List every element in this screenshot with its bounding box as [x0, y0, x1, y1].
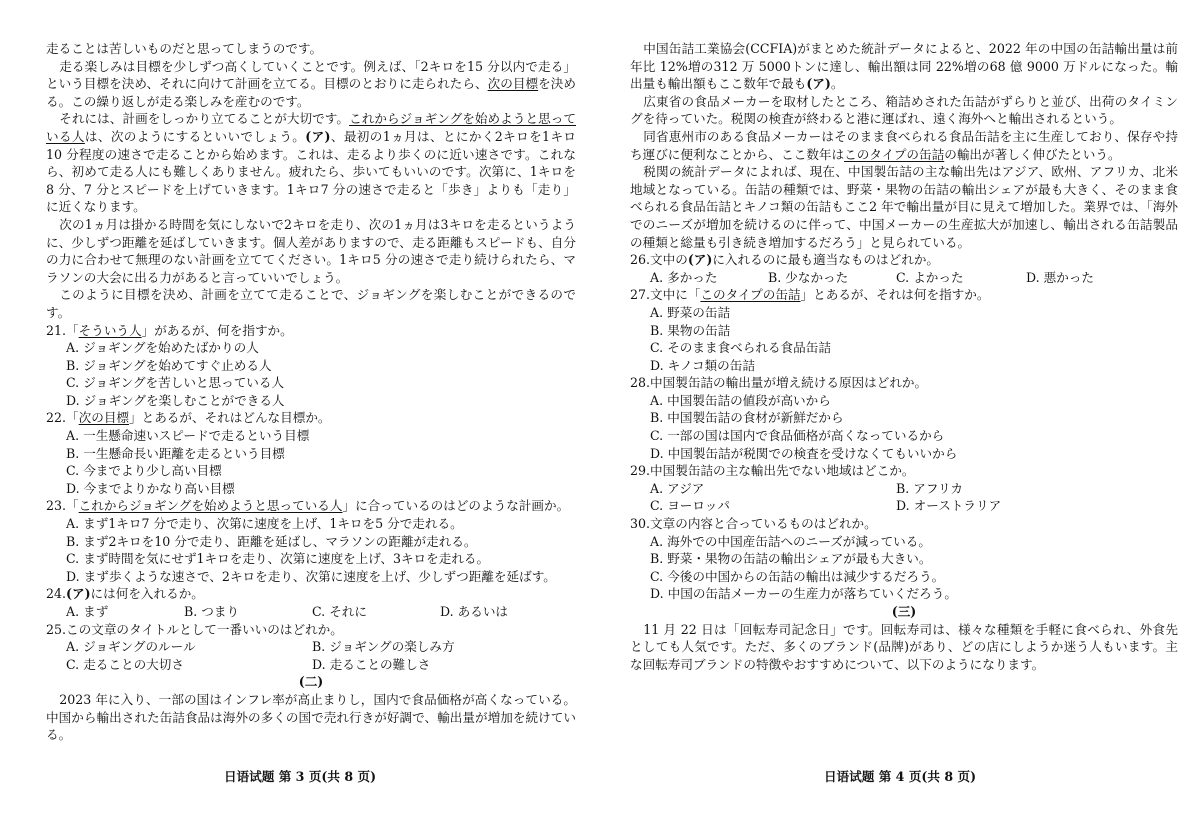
question-23 [46, 497, 576, 585]
option: C. そのまま食べられる食品缶詰 [650, 340, 831, 356]
option: B. 中国製缶詰の食材が新鮮だから [650, 410, 844, 426]
text: を決める。この繰り返しが走る楽しみを産むのです。 [46, 76, 577, 109]
option: D. 中国の缶詰メーカーの生産力が落ちていくだろう。 [650, 586, 957, 602]
option: C. 走ることの大切さ [66, 656, 184, 672]
option: B. ジョギングを始めてすぐ止める人 [66, 357, 272, 373]
text: 中国製缶詰の輸出量が増え続ける原因はどれか。 [650, 375, 928, 391]
underlined-phrase: このタイプの缶詰 [700, 287, 801, 303]
question-number: 22. [46, 410, 67, 426]
page-footer: 日语试题 第 4 页(共 8 页) [823, 769, 977, 784]
option: D. あるいは [440, 604, 509, 619]
paragraph: 広東省の食品メーカーを取材したところ、箱詰めされた缶詰がずらりと並び、出荷のタイミングを待っていた。税関の検査が終わると港に運ばれ、遠く海外へと輸出されるという。 [630, 93, 1178, 127]
paragraph [630, 128, 1178, 163]
option: C. 一部の国は国内で食品価格が高くなっているから [650, 428, 945, 444]
option: B. 野菜・果物の缶詰の輸出シェアが最も大きい。 [650, 551, 932, 567]
text: 「 [66, 410, 79, 426]
text: 文中の [650, 252, 688, 268]
option: B. 一生懸命長い距離を走るという目標 [66, 445, 285, 461]
blank-marker: (ア) [687, 252, 713, 268]
underlined-phrase: これからジョギングを始めようと思っている人 [78, 498, 343, 514]
text: 同省恵州市のある食品メーカーはそのまま食べられる食品缶詰を主に生産しており、保存や持ち運びに便利なことから、ここ数年は [630, 128, 1178, 162]
question-stem [630, 515, 1178, 533]
option: C. ヨーロッパ [650, 498, 730, 514]
option: C. 今後の中国からの缶詰の輸出は減少するだろう。 [650, 568, 945, 584]
text: 文章の内容と合っているものはどれか。 [650, 516, 877, 532]
question-stem [630, 251, 1178, 269]
paragraph: 2023 年に入り、一部の国はインフレ率が高止まりし，国内で食品価格が高くなっている。中国から輸出された缶詰食品は海外の多くの国で売れ行きが好調で、輸出量が増加を続けている。 [46, 691, 576, 743]
question-25 [46, 621, 576, 674]
question-number: 24. [46, 586, 67, 602]
question-29 [630, 462, 1178, 515]
option: A. ジョギングのルール [66, 639, 196, 655]
text: 」とあるが、それはどんな目標か。 [129, 410, 331, 426]
blank-marker: (ア) [66, 586, 91, 602]
option: D. オーストラリア [896, 498, 1002, 514]
paragraph: 税関の統計データによれば、現在、中国製缶詰の主な輸出先はアジア、欧州、アフリカ、北米地域となっている。缶詰の種類では、野菜・果物の缶詰の輸出シェアが最も大きく、そのまま食べられる食品缶詰とキノコ類の缶詰もここ2 年で輸出量が目に見えて増加した。業界では、「海外でのニーズが増加を続けるのに伴って、中国メーカーの生産拡大が加速し、輸出される缶詰製品の種類と総量も引き続き増加するだろう」と見られている。 [630, 164, 1178, 250]
option: A. ジョギングを始めたばかりの人 [66, 340, 259, 356]
paragraph: 次の1ヵ月は掛かる時間を気にしないで2キロを走り、次の1ヵ月は3キロを走るというように、少しずつ距離を延ばしていきます。個人差がありますので、走る距離もスピードも、自分の力に合わせて無理のない計画を立ててください。1キロ5 分の速さで走り続けられたら、マラソンの大会に出る力があると言っていいでしょう。 [46, 216, 576, 285]
question-stem [46, 585, 576, 603]
option: C. よかった [896, 269, 964, 285]
question-number: 30. [630, 516, 651, 532]
underlined-phrase: そういう人 [78, 322, 142, 338]
text: 、最初の1ヵ月は、とにかく2キロを1キロ10 分程度の速さで走ることから始めます。これは、走るより歩くのに近い速さです。これなら、初めて走る人にも難しくありません。疲れたら、歩いてもいいのです。次第に、1キロを8 分、7 分とスピードを上げていきます。1キロ7 分の速さで走ると「歩き」よりも「走り」に近くなります。 [46, 128, 576, 215]
text: に入れるのに最も適当なものはどれか。 [712, 252, 940, 268]
text: 中国缶詰工業協会(CCFIA)がまとめた統計データによると、2022 年の中国の缶詰輸出量は前年比 12%増の312 万 5000トンに達し、輸出額は同 22%増の68 億 9000 万ドルになった。輸出量も輸出額もここ数年で最も [630, 41, 1178, 92]
text: は、次のようにするといいでしょう。 [84, 128, 306, 144]
left-column [46, 40, 576, 744]
option-row [630, 497, 1178, 515]
right-column [630, 40, 1178, 673]
blank-marker: (ア) [305, 128, 331, 144]
question-27 [630, 286, 1178, 374]
question-number: 26. [630, 252, 651, 268]
option: A. 一生懸命速いスピードで走るという目標 [66, 428, 310, 444]
question-number: 27. [630, 287, 651, 303]
question-stem [630, 374, 1178, 392]
option: B. 果物の缶詰 [650, 322, 731, 338]
question-number: 23. [46, 498, 67, 514]
option: B. つまり [184, 604, 240, 619]
option: D. まず歩くような速さで、2キロを走り、次第に速度を上げ、少しずつ距離を延ばす。 [66, 568, 556, 584]
option: C. それに [312, 604, 367, 619]
underlined-phrase: このタイプの缶詰 [844, 146, 945, 162]
option: D. 悪かった [1026, 269, 1095, 285]
option-row [46, 638, 576, 656]
section-heading: (二) [298, 674, 324, 690]
paragraph [46, 58, 576, 111]
text: 文中に「 [650, 287, 701, 303]
section-heading: (三) [891, 604, 917, 619]
option: B. 少なかった [768, 269, 849, 285]
text: 走る楽しみは目標を少しずつ高くしていくことです。例えば、「2キロを15 分以内で走る」という目標を決め、それに向けて計画を立てる。目標のとおりに走られたら、 [46, 58, 576, 92]
text: 「 [66, 498, 79, 514]
question-stem [630, 462, 1178, 480]
underlined-phrase: 次の目標 [78, 410, 129, 426]
paragraph: 走ることは苦しいものだと思ってしまうのです。 [46, 41, 323, 56]
question-stem [46, 497, 576, 515]
question-number: 25. [46, 621, 67, 637]
option-row [46, 656, 576, 674]
option: D. キノコ類の缶詰 [650, 357, 755, 373]
option-row [630, 480, 1178, 498]
text: この文章のタイトルとして一番いいのはどれか。 [66, 621, 343, 637]
question-22 [46, 409, 576, 497]
paragraph: このように目標を決め、計画を立てて走ることで、ジョギングを楽しむことができるのです。 [46, 287, 576, 320]
text: には何を入れるか。 [90, 586, 204, 602]
option: D. 今までよりかなり高い目標 [66, 480, 235, 496]
underlined-phrase: 次の目標 [487, 76, 539, 92]
question-stem [46, 621, 576, 639]
option: C. ジョギングを苦しいと思っている人 [66, 375, 285, 391]
option: A. アジア [650, 480, 705, 496]
question-number: 28. [630, 375, 651, 391]
text: 。 [830, 76, 844, 92]
option: A. まず1キロ7 分で走り、次第に速度を上げ、1キロを5 分で走れる。 [66, 516, 463, 532]
question-number: 29. [630, 463, 651, 479]
option: A. 野菜の缶詰 [650, 304, 731, 320]
blank-marker: (ア) [806, 76, 831, 92]
question-24 [46, 585, 576, 620]
text: それには、計画をしっかり立てることが大切です。 [59, 111, 350, 127]
option: D. 中国製缶詰が税関での検査を受けなくてもいいから [650, 445, 958, 461]
option: A. 海外での中国産缶詰へのニーズが減っている。 [650, 533, 931, 549]
text: 「 [66, 322, 79, 338]
question-26 [630, 251, 1178, 286]
option: D. ジョギングを楽しむことができる人 [66, 392, 285, 408]
text: 」とあるが、それは何を指すか。 [800, 287, 990, 303]
page-4 [600, 0, 1200, 832]
question-stem [46, 409, 576, 427]
option: A. まず [66, 604, 109, 619]
question-21 [46, 322, 576, 410]
page-footer: 日语试题 第 3 页(共 8 页) [223, 769, 377, 784]
option: C. 今までより少し高い目標 [66, 463, 222, 479]
option-row [630, 269, 1178, 287]
text: 中国製缶詰の主な輸出先でない地域はどこか。 [650, 463, 915, 479]
paragraph [630, 40, 1178, 93]
question-stem [46, 322, 576, 340]
paragraph [46, 110, 576, 216]
paragraph: 11 月 22 日は「回転寿司記念日」です。回転寿司は、様々な種類を手軽に食べられ、外食先としても人気です。ただ、多くのブランド(品牌)があり、どの店にしようか迷う人もいます。主な回転寿司ブランドの特徴やおすすめについて、以下のようになります。 [630, 621, 1178, 672]
question-number: 21. [46, 322, 67, 338]
option-row [46, 603, 576, 621]
option: B. ジョギングの楽しみ方 [312, 639, 455, 655]
text: の輸出が著しく伸びたという。 [944, 146, 1121, 162]
text: 」があるが、何を指すか。 [141, 322, 293, 338]
question-30 [630, 515, 1178, 603]
option: B. まず2キロを10 分で走り、距離を延ばし、マラソンの距離が走れる。 [66, 533, 477, 549]
question-stem [630, 286, 1178, 304]
question-28 [630, 374, 1178, 462]
option: A. 多かった [650, 269, 718, 285]
text: 」に合っているのはどのような計画か。 [342, 498, 570, 514]
underlined-phrase: これからジョギングを始めようと思っている人 [46, 111, 576, 144]
option: D. 走ることの難しさ [312, 656, 431, 672]
option: A. 中国製缶詰の値段が高いから [650, 392, 831, 408]
option: C. まず時間を気にせず1キロを走り、次第に速度を上げ、3キロを走れる。 [66, 551, 490, 567]
option: B. アフリカ [896, 480, 964, 496]
